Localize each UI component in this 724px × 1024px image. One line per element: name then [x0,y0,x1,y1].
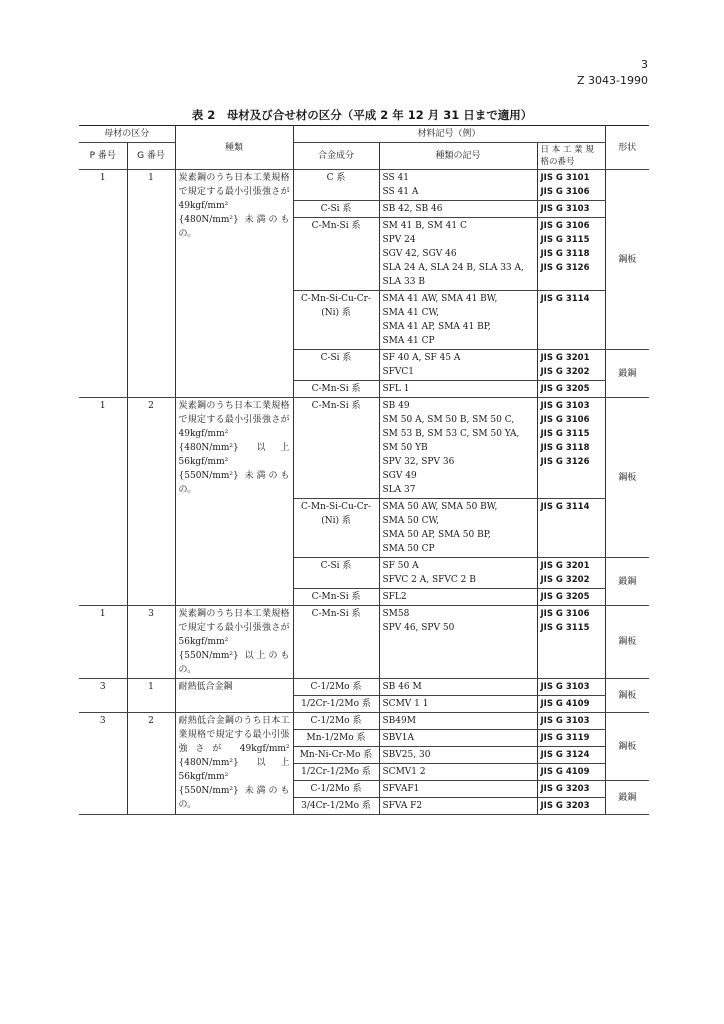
header-kind: 種類 [175,126,293,170]
type-symbol [379,798,537,815]
jis-number [537,558,605,589]
table-row [79,170,649,201]
type-symbol-line: SFL2 [382,592,407,602]
jis-number [537,679,605,696]
material-kind: 炭素鋼のうち日本工業規格で規定する最小引張強さが 49kgf/mm² {480N/mm²} 以上 56kgf/mm² {550N/mm²} 未満のもの。 [175,398,293,606]
alloy-component: C-1/2Mo 系 [293,713,379,730]
document-code: Z 3043-1990 [577,74,648,87]
form-cell: 鍛鋼 [605,781,649,815]
header-g-no: G 番号 [127,143,175,170]
page-number: 3 [641,58,648,71]
type-symbol-line: SB49M [382,716,416,726]
type-symbol-line: SPV 32, SPV 36 [382,457,455,467]
jis-number-line: JIS G 3115 [540,623,590,633]
jis-number-line: JIS G 3124 [540,750,590,760]
form-cell: 鋼板 [605,170,649,350]
type-symbol-line: SCMV1 2 [382,767,426,777]
type-symbol [379,170,537,201]
type-symbol [379,291,537,350]
header-p-no: P 番号 [79,143,127,170]
jis-number-line: JIS G 3115 [540,235,590,245]
p-number: 1 [79,398,127,606]
type-symbol-line: SMA 50 AP, SMA 50 BP, [382,530,491,540]
type-symbol [379,679,537,696]
type-symbol-line: SS 41 [382,173,410,183]
alloy-component: C-Mn-Si 系 [293,218,379,291]
alloy-component: C-Mn-Si-Cu-Cr-(Ni) 系 [293,499,379,558]
jis-number [537,381,605,398]
type-symbol [379,606,537,679]
p-number: 3 [79,679,127,713]
header-alloy: 合金成分 [293,143,379,170]
type-symbol-line: SMA 41 CP [382,336,435,346]
type-symbol-line: SMA 50 CW, [382,516,439,526]
alloy-component: C-Mn-Si 系 [293,398,379,499]
jis-number-line: JIS G 3115 [540,429,590,439]
jis-number-line: JIS G 3126 [540,457,590,467]
jis-number-line: JIS G 3106 [540,221,590,231]
alloy-component: C-1/2Mo 系 [293,781,379,798]
type-symbol-line: SMA 50 CP [382,544,435,554]
type-symbol-line: SPV 46, SPV 50 [382,623,455,633]
jis-number-line: JIS G 3203 [540,784,590,794]
jis-number [537,798,605,815]
jis-number-line: JIS G 3103 [540,401,590,411]
type-symbol-line: SLA 33 B [382,277,425,287]
jis-number-line: JIS G 3126 [540,263,590,273]
alloy-component: C-Mn-Si 系 [293,381,379,398]
g-number: 3 [127,606,175,679]
type-symbol-line: SM 41 B, SM 41 C [382,221,467,231]
type-symbol-line: SM 53 B, SM 53 C, SM 50 YA, [382,429,520,439]
header-type-symbol: 種類の記号 [379,143,537,170]
table-title: 表 2 母材及び合せ材の区分（平成 2 年 12 月 31 日まで適用） [191,108,533,122]
type-symbol-line: SB 42, SB 46 [382,204,443,214]
jis-number [537,730,605,747]
type-symbol-line: SM58 [382,609,410,619]
jis-number-line: JIS G 3119 [540,733,590,743]
alloy-component: C-Mn-Si 系 [293,589,379,606]
table-row [79,713,649,730]
material-kind: 耐熱低合金鋼 [175,679,293,713]
type-symbol [379,713,537,730]
type-symbol-line: SLA 24 A, SLA 24 B, SLA 33 A, [382,263,524,273]
type-symbol [379,764,537,781]
form-cell: 鋼板 [605,679,649,713]
material-kind: 炭素鋼のうち日本工業規格で規定する最小引張強さが 56kgf/mm² {550N/mm²} 以上のもの。 [175,606,293,679]
type-symbol-line: SLA 37 [382,485,416,495]
alloy-component: C-Si 系 [293,558,379,589]
type-symbol-line: SS 41 A [382,187,419,197]
type-symbol [379,558,537,589]
type-symbol-line: SGV 42, SGV 46 [382,249,457,259]
type-symbol [379,381,537,398]
table-row [79,606,649,679]
g-number: 1 [127,679,175,713]
type-symbol [379,499,537,558]
form-cell: 鋼板 [605,398,649,558]
type-symbol-line: SMA 41 CW, [382,308,439,318]
type-symbol [379,350,537,381]
type-symbol-line: SM 50 A, SM 50 B, SM 50 C, [382,415,515,425]
type-symbol-line: SFVAF1 [382,784,420,794]
p-number: 1 [79,170,127,398]
type-symbol-line: SM 50 YB [382,443,428,453]
type-symbol-line: SBV25, 30 [382,750,431,760]
header-base-class: 母材の区分 [79,126,175,143]
p-number: 3 [79,713,127,815]
type-symbol-line: SFVC1 [382,367,415,377]
form-cell: 鍛鋼 [605,558,649,606]
type-symbol-line: SFVC 2 A, SFVC 2 B [382,575,476,585]
jis-number-line: JIS G 3118 [540,249,590,259]
alloy-component: 1/2Cr-1/2Mo 系 [293,764,379,781]
type-symbol-line: SCMV 1 1 [382,699,429,709]
jis-number [537,201,605,218]
jis-number [537,218,605,291]
jis-number-line: JIS G 3106 [540,187,590,197]
header-material-symbol: 材料記号（例） [293,126,605,143]
type-symbol-line: SFL 1 [382,384,410,394]
type-symbol-line: SFVA F2 [382,801,423,811]
jis-number-line: JIS G 3101 [540,173,590,183]
type-symbol [379,730,537,747]
type-symbol [379,218,537,291]
form-cell: 鋼板 [605,713,649,781]
g-number: 2 [127,398,175,606]
material-kind: 炭素鋼のうち日本工業規格で規定する最小引張強さが 49kgf/mm² {480N/mm²} 未満のもの。 [175,170,293,398]
type-symbol-line: SGV 49 [382,471,417,481]
material-kind: 耐熱低合金鋼のうち日本工業規格で規定する最小引張強さが 49kgf/mm² {480N/mm²} 以上 56kgf/mm² {550N/mm²} 未満のもの。 [175,713,293,815]
jis-number-line: JIS G 3201 [540,561,590,571]
jis-number [537,398,605,499]
jis-number-line: JIS G 3201 [540,353,590,363]
type-symbol [379,696,537,713]
g-number: 1 [127,170,175,398]
p-number: 1 [79,606,127,679]
alloy-component: C-Si 系 [293,201,379,218]
jis-number [537,350,605,381]
jis-number-line: JIS G 3114 [540,502,590,512]
jis-number [537,781,605,798]
alloy-component: 1/2Cr-1/2Mo 系 [293,696,379,713]
jis-number-line: JIS G 4109 [540,767,590,777]
jis-number-line: JIS G 3118 [540,443,590,453]
jis-number-line: JIS G 3203 [540,801,590,811]
alloy-component: C-Si 系 [293,350,379,381]
jis-number-line: JIS G 3114 [540,294,590,304]
jis-number-line: JIS G 3202 [540,575,590,585]
type-symbol [379,747,537,764]
alloy-component: 3/4Cr-1/2Mo 系 [293,798,379,815]
jis-number-line: JIS G 3103 [540,204,590,214]
form-cell: 鋼板 [605,606,649,679]
jis-number-line: JIS G 3103 [540,716,590,726]
material-classification-table [79,125,649,815]
type-symbol-line: SMA 41 AP, SMA 41 BP, [382,322,491,332]
alloy-component: C-Mn-Si-Cu-Cr-(Ni) 系 [293,291,379,350]
jis-number-line: JIS G 3202 [540,367,590,377]
type-symbol-line: SB 49 [382,401,410,411]
jis-number [537,589,605,606]
jis-number [537,499,605,558]
type-symbol-line: SBV1A [382,733,415,743]
jis-number-line: JIS G 3106 [540,415,590,425]
table-row [79,679,649,696]
table-row [79,398,649,499]
jis-number [537,606,605,679]
jis-number [537,747,605,764]
jis-number [537,764,605,781]
header-jis-no: 日 本 工 業 規 格の番号 [537,143,605,170]
type-symbol [379,398,537,499]
jis-number-line: JIS G 3205 [540,592,590,602]
header-form: 形状 [605,126,649,170]
jis-number-line: JIS G 4109 [540,699,590,709]
alloy-component: C-Mn-Si 系 [293,606,379,679]
alloy-component: C 系 [293,170,379,201]
g-number: 2 [127,713,175,815]
jis-number-line: JIS G 3205 [540,384,590,394]
type-symbol-line: SMA 41 AW, SMA 41 BW, [382,294,498,304]
jis-number [537,696,605,713]
type-symbol-line: SB 46 M [382,682,422,692]
type-symbol [379,781,537,798]
type-symbol-line: SMA 50 AW, SMA 50 BW, [382,502,498,512]
type-symbol-line: SPV 24 [382,235,416,245]
jis-number [537,713,605,730]
form-cell: 鍛鋼 [605,350,649,398]
type-symbol [379,589,537,606]
alloy-component: C-1/2Mo 系 [293,679,379,696]
type-symbol [379,201,537,218]
type-symbol-line: SF 40 A, SF 45 A [382,353,461,363]
jis-number-line: JIS G 3106 [540,609,590,619]
type-symbol-line: SF 50 A [382,561,419,571]
jis-number [537,170,605,201]
alloy-component: Mn-Ni-Cr-Mo 系 [293,747,379,764]
jis-number-line: JIS G 3103 [540,682,590,692]
jis-number [537,291,605,350]
alloy-component: Mn-1/2Mo 系 [293,730,379,747]
